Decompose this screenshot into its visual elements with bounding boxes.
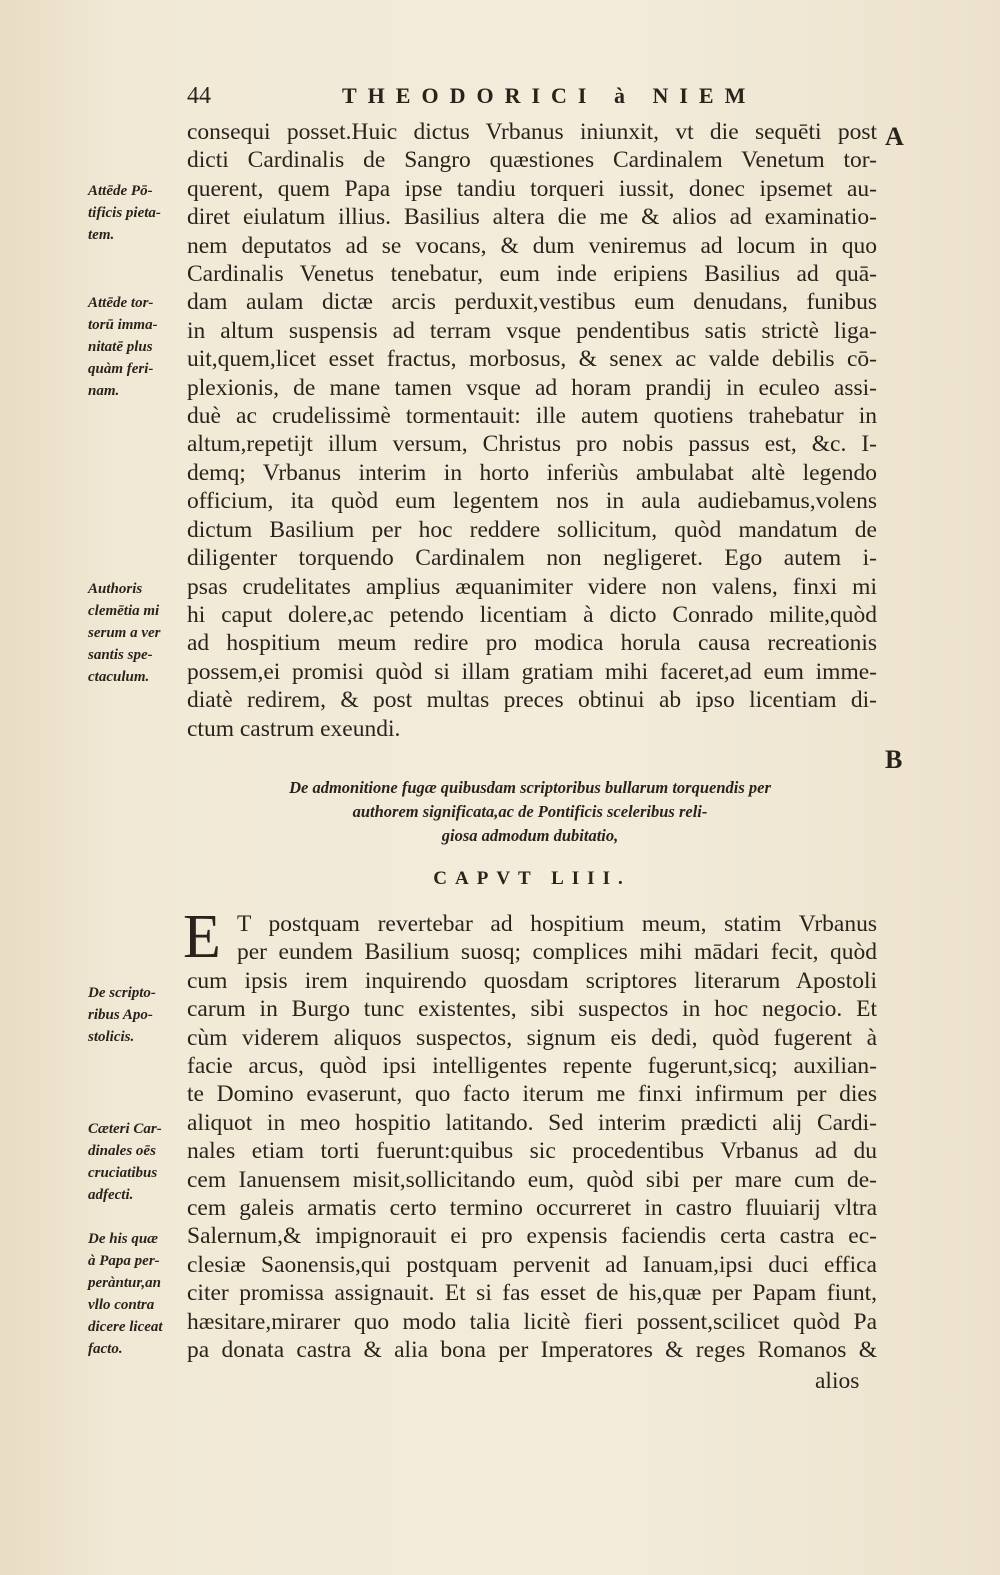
margin-note-line: Attēde tor- (88, 295, 154, 311)
text-line: psas crudelitates amplius æquanimiter videre non valens, finxi mi (187, 573, 877, 600)
margin-note-line: tem. (88, 227, 115, 243)
text-line: nales etiam torti fuerunt:quibus sic procedentibus Vrbanus ad du (187, 1138, 877, 1165)
margin-section-letter-b: B (885, 745, 903, 774)
margin-note-line: cruciatibus (88, 1165, 158, 1181)
text-line: consequi posset.Huic dictus Vrbanus iniunxit, vt die sequēti post (187, 119, 877, 145)
margin-note-line: vllo contra (88, 1297, 155, 1313)
margin-note-1 (88, 180, 180, 246)
text-line: duè ac crudelissimè tormentauit: ille autem quotiens trahebatur in (187, 403, 877, 430)
margin-note-line: adfecti. (88, 1187, 134, 1203)
text-line: cum ipsis irem inquirendo quosdam scriptores literarum Apostoli (187, 967, 877, 994)
text-line: dicti Cardinalis de Sangro quæstiones Cardinalem Venetum tor- (187, 147, 877, 174)
summary-line: De admonitione fugæ quibusdam scriptoribus bullarum torquendis per (289, 778, 771, 797)
summary-line: giosa admodum dubitatio, (441, 826, 619, 845)
margin-note-line: tificis pieta- (88, 205, 161, 221)
chapter-summary (200, 776, 860, 848)
margin-note-5 (88, 1118, 180, 1206)
text-line: dictum Basilium per hoc reddere sollicitum, quòd mandatum de (187, 516, 877, 543)
margin-note-line: à Papa per- (88, 1253, 160, 1269)
drop-cap: E (183, 903, 221, 971)
text-line: cem Ianuensem misit,sollicitando eum, quòd sibi per mare cum de- (187, 1166, 877, 1193)
text-line: diatè redirem, & post multas preces obtinui ab ipso licentiam di- (187, 687, 877, 714)
margin-note-line: nitatē plus (88, 339, 153, 355)
text-line: per eundem Basilium suosq; complices mihi mādari fecit, quòd (237, 939, 877, 966)
margin-note-6 (88, 1228, 180, 1360)
margin-note-line: Authoris (88, 581, 143, 597)
text-line: altum,repetijt illum versum, Christus pro nobis passus est, &c. I- (187, 431, 877, 458)
text-line: uit,quem,licet esset fractus, morbosus, & senex ac valde debilis cō- (187, 346, 877, 373)
text-line: clesiæ Saonensis,qui postquam pervenit ad Ianuam,ipsi duci effica (187, 1251, 877, 1278)
paragraph-1 (187, 118, 877, 743)
margin-note-4 (88, 982, 180, 1048)
margin-note-line: dinales oēs (88, 1143, 156, 1159)
text-line: plexionis, de mane tamen vsque ad horam prandij in eculeo assi- (187, 374, 877, 401)
margin-note-line: torū imma- (88, 317, 158, 333)
margin-note-line: peràntur,an (88, 1275, 161, 1291)
chapter-title: CAPVT LIII. (433, 868, 631, 889)
margin-note-line: nam. (88, 383, 120, 399)
margin-note-line: Cæteri Car- (88, 1121, 162, 1137)
text-line: Salernum,& impignorauit ei pro expensis faciendis certa castra ec- (187, 1223, 877, 1250)
text-line: T postquam revertebar ad hospitium meum, statim Vrbanus (237, 911, 877, 937)
catchword: alios (815, 1368, 860, 1394)
margin-note-line: Attēde Pō- (88, 183, 153, 199)
summary-line: authorem significata,ac de Pontificis sceleribus reli- (352, 802, 708, 821)
margin-note-2 (88, 292, 180, 402)
text-line: nem deputatos ad se vocans, & dum veniremus ad locum in quo (187, 232, 877, 259)
text-line: dam aulam dictæ arcis perduxit,vestibus eum denudans, funibus (187, 289, 877, 316)
margin-note-line: clemētia mi (88, 603, 160, 619)
margin-section-letter-a: A (885, 122, 904, 151)
text-line: Cardinalis Venetus tenebatur, eum inde eripiens Basilius ad quā- (187, 261, 877, 288)
margin-note-line: De scripto- (88, 985, 156, 1001)
text-line: demq; Vrbanus interim in horto inferiùs ambulabat altè legendo (187, 459, 877, 486)
text-line: hi caput dolere,ac petendo licentiam à dicto Conrado milite,quòd (187, 601, 877, 628)
text-line: diret eiulatum illius. Basilius altera die me & alios ad examinatio- (187, 204, 877, 231)
margin-note-line: ctaculum. (88, 669, 150, 685)
text-line: querent, quem Papa ipse tandiu torqueri iussit, donec ipsemet au- (187, 175, 877, 202)
text-line: carum in Burgo tunc existentes, sibi suspectos in hoc negocio. Et (187, 996, 877, 1023)
text-line: te Domino evaserunt, quo facto iterum me finxi infirmum per dies (187, 1081, 877, 1108)
margin-note-3 (88, 578, 180, 688)
margin-note-line: dicere liceat (88, 1319, 163, 1335)
text-line: ctum castrum exeundi. (187, 715, 401, 742)
margin-note-line: serum a ver (88, 625, 161, 641)
text-line: officium, ita quòd eum legentem nos in aula audiebamus,volens (187, 488, 877, 515)
text-line: hæsitare,mirarer quo modo talia licitè fieri possent,scilicet quòd Pa (187, 1308, 877, 1335)
margin-note-line: quàm feri- (88, 361, 154, 377)
text-line: possem,ei promisi quòd si illam gratiam mihi faceret,ad eum imme- (187, 658, 877, 685)
margin-note-line: santis spe- (88, 647, 153, 663)
text-line: in altum suspensis ad terram vsque pendentibus satis strictè liga- (187, 317, 877, 344)
text-line: citer promissa assignauit. Et si fas esset de his,quæ per Papam fiunt, (187, 1280, 877, 1307)
text-line: ad hospitium meum redire pro modica horula causa recreationis (187, 630, 877, 657)
page-number: 44 (187, 83, 211, 109)
text-line: facie arcus, quòd ipsi intelligentes repente fugerunt,sicq; auxilian- (187, 1053, 877, 1080)
text-line: cem galeis armatis certo termino occurreret in castro fluuiarij vltra (187, 1195, 877, 1222)
margin-note-line: stolicis. (88, 1029, 135, 1045)
running-head: THEODORICI à NIEM (342, 83, 757, 108)
text-line: diligenter torquendo Cardinalem non negligeret. Ego autem i- (187, 545, 877, 572)
text-line: pa donata castra & alia bona per Imperatores & reges Romanos & (187, 1337, 877, 1364)
text-line: cùm viderem aliquos suspectos, signum eis dedi, quòd fugerent à (187, 1024, 877, 1051)
text-line: aliquot in meo hospitio latitando. Sed interim prædicti alij Cardi- (187, 1109, 877, 1136)
page-header (187, 83, 877, 111)
margin-note-line: ribus Apo- (88, 1007, 153, 1023)
margin-note-line: facto. (88, 1341, 123, 1357)
paragraph-2 (187, 910, 877, 1365)
margin-note-line: De his quæ (88, 1231, 159, 1247)
